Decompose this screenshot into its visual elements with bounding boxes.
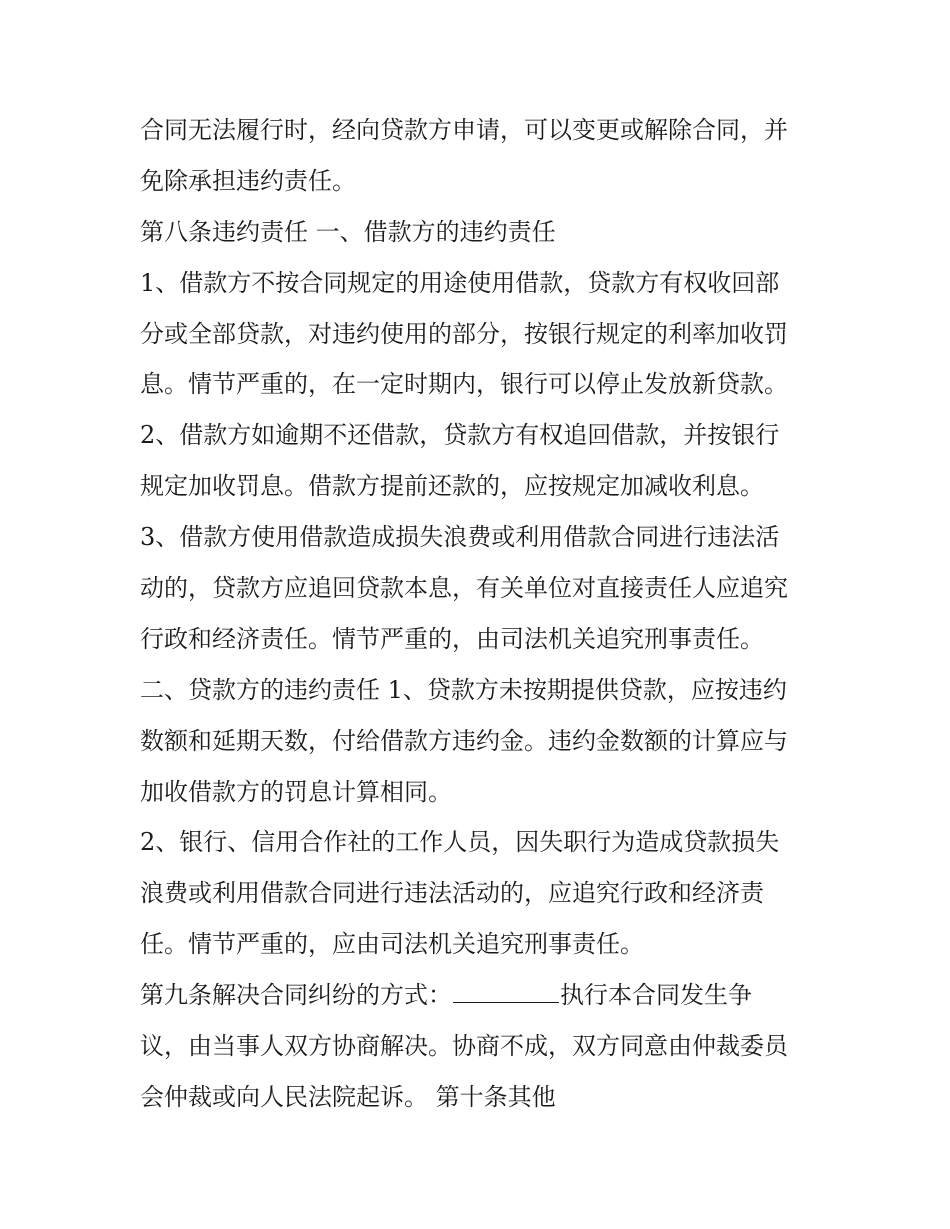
text-line: 行政和经济责任。情节严重的，由司法机关追究刑事责任。 (140, 624, 764, 653)
text-line: 二、贷款方的违约责任 1、贷款方未按期提供贷款，应按违约 (140, 675, 787, 704)
article-9-line (140, 970, 820, 1021)
text-line: 1、借款方不按合同规定的用途使用借款，贷款方有权收回部 (140, 268, 780, 297)
text-line: 2、借款方如逾期不还借款，贷款方有权追回借款，并按银行 (140, 421, 780, 450)
fill-in-blank[interactable] (453, 1001, 559, 1003)
article-9-label: 第九条解决合同纠纷的方式： (140, 981, 452, 1010)
text-line: 2、银行、信用合作社的工作人员，因失职行为造成贷款损失 (140, 828, 780, 857)
text-line: 息。情节严重的，在一定时期内，银行可以停止发放新贷款。 (140, 370, 788, 399)
text-line: 任。情节严重的，应由司法机关追究刑事责任。 (140, 930, 644, 959)
text-line: 3、借款方使用借款造成损失浪费或利用借款合同进行违法活 (140, 523, 780, 552)
text-line: 合同无法履行时，经向贷款方申请，可以变更或解除合同，并 (140, 116, 788, 144)
text-line: 浪费或利用借款合同进行违法活动的，应追究行政和经济责 (140, 879, 764, 908)
text-line: 免除承担违约责任。 (140, 166, 356, 195)
text-line: 数额和延期天数，付给借款方违约金。违约金数额的计算应与 (140, 726, 788, 755)
text-line: 加收借款方的罚息计算相同。 (140, 777, 452, 806)
text-line: 分或全部贷款，对违约使用的部分，按银行规定的利率加收罚 (140, 319, 788, 348)
document-body (140, 105, 820, 1123)
text-line: 议，由当事人双方协商解决。协商不成，双方同意由仲裁委员 (140, 1032, 788, 1061)
article-8-heading: 第八条违约责任 一、借款方的违约责任 (140, 217, 556, 246)
text-line: 会仲裁或向人民法院起诉。 第十条其他 (140, 1082, 556, 1111)
text-line: 规定加收罚息。借款方提前还款的，应按规定加减收利息。 (140, 472, 764, 501)
text-line: 动的，贷款方应追回贷款本息，有关单位对直接责任人应追究 (140, 574, 788, 603)
article-9-text: 执行本合同发生争 (560, 981, 752, 1010)
